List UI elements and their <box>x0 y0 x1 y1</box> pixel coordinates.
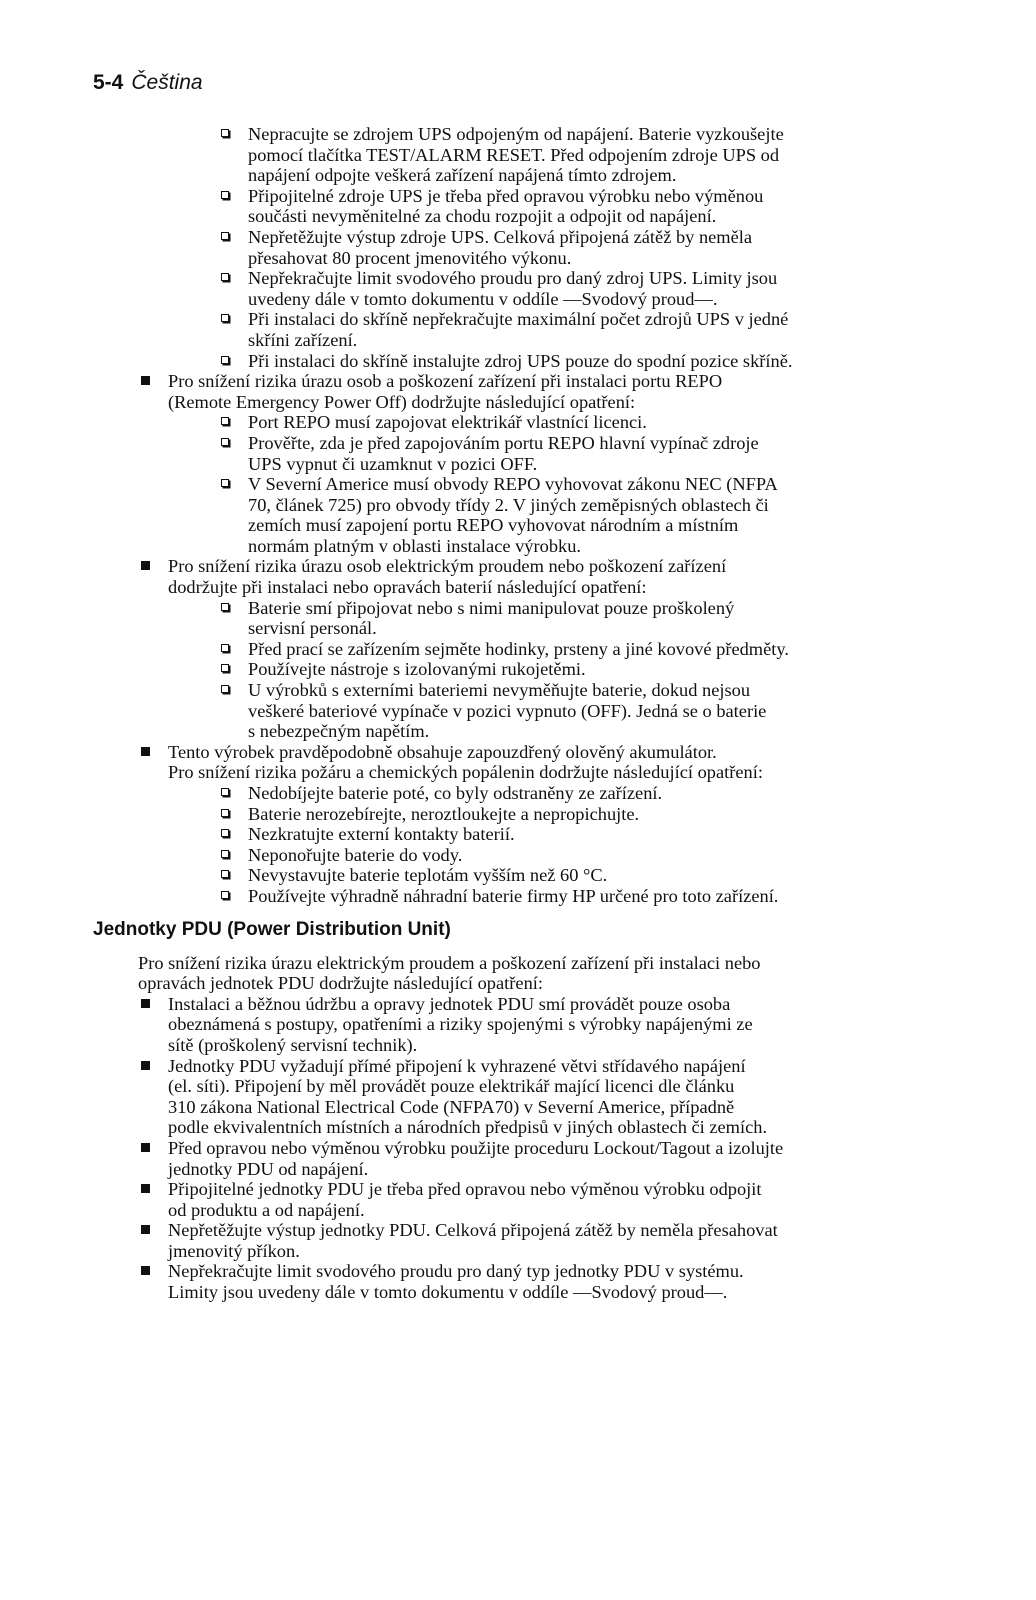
list-item-text: Port REPO musí zapojovat elektrikář vlastnící licenci. <box>248 412 647 433</box>
list-item-level-2 <box>0 351 1036 372</box>
list-item-level-1 <box>0 556 1036 597</box>
hollow-square-bullet-icon <box>221 273 229 281</box>
hollow-square-bullet-icon <box>221 438 229 446</box>
list-item-level-2 <box>0 845 1036 866</box>
list-item-level-2 <box>0 680 1036 742</box>
page-number: 5-4 <box>93 71 124 94</box>
list-item-level-2 <box>0 639 1036 660</box>
list-item-text: Baterie smí připojovat nebo s nimi manipulovat pouze proškolený servisní personál. <box>248 597 735 639</box>
list-item-text: Při instalaci do skříně instalujte zdroj UPS pouze do spodní pozice skříně. <box>248 350 793 371</box>
section-intro <box>0 953 1036 994</box>
list-item-level-2 <box>0 824 1036 845</box>
filled-square-bullet-icon <box>141 999 150 1008</box>
filled-square-bullet-icon <box>141 376 150 385</box>
list-item-continuation <box>0 762 1036 783</box>
list-item-text: Jednotky PDU vyžadují přímé připojení k vyhrazené větvi střídavého napájení (el. síti). Připojení by měl provádět pouze elektrikář mající licenci dle článku 310 zákona National Electrical Code (NFPA70) v Severní Americe, případně podle ekvivalentních místních a národních předpisů v jiných oblastech či zemích. <box>168 1055 768 1138</box>
hollow-square-bullet-icon <box>221 644 229 652</box>
list-item-text: Tento výrobek pravděpodobně obsahuje zapouzdřený olověný akumulátor. <box>168 741 717 762</box>
list-item-level-2 <box>0 865 1036 886</box>
hollow-square-bullet-icon <box>221 314 229 322</box>
list-item-text: Nedobíjejte baterie poté, co byly odstraněny ze zařízení. <box>248 783 663 803</box>
list-item-level-2 <box>0 412 1036 433</box>
hollow-square-bullet-icon <box>221 829 229 837</box>
pdu-list-item <box>0 1179 1036 1220</box>
hollow-square-bullet-icon <box>221 809 229 817</box>
list-item-level-2 <box>0 783 1036 804</box>
list-item-text: Nepřetěžujte výstup zdroje UPS. Celková připojená zátěž by neměla přesahovat 80 procent jmenovitého výkonu. <box>248 226 753 268</box>
list-item-text: U výrobků s externími bateriemi nevyměňujte baterie, dokud nejsou veškeré bateriové vypínače v pozici vypnuto (OFF). Jedná se o baterie s nebezpečným napětím. <box>248 680 767 742</box>
list-item-level-2 <box>0 804 1036 825</box>
intro-text: Pro snížení rizika úrazu elektrickým proudem a poškození zařízení při instalaci nebo opravách jednotek PDU dodržujte následující opatření: <box>138 952 761 994</box>
list-item-text: V Severní Americe musí obvody REPO vyhovovat zákonu NEC (NFPA 70, článek 725) pro obvody třídy 2. V jiných zeměpisných oblastech či zemích musí zapojení portu REPO vyhovovat národním a místním normám platným v oblasti instalace výrobku. <box>248 474 778 556</box>
pdu-list-item <box>0 1261 1036 1302</box>
hollow-square-bullet-icon <box>221 788 229 796</box>
hollow-square-bullet-icon <box>221 870 229 878</box>
list-item-text: Baterie nerozebírejte, neroztloukejte a nepropichujte. <box>248 803 640 824</box>
list-item-level-2 <box>0 433 1036 474</box>
pdu-list-item <box>0 1220 1036 1261</box>
hollow-square-bullet-icon <box>221 129 229 137</box>
list-item-level-2 <box>0 474 1036 556</box>
pdu-list-item <box>0 1056 1036 1138</box>
page-header <box>93 70 203 96</box>
filled-square-bullet-icon <box>141 1225 150 1234</box>
hollow-square-bullet-icon <box>221 664 229 672</box>
hollow-square-bullet-icon <box>221 685 229 693</box>
list-item-text: Nepřekračujte limit svodového proudu pro daný typ jednotky PDU v systému. Limity jsou uvedeny dále v tomto dokumentu v oddíle —Svodový proud—. <box>168 1261 744 1303</box>
pdu-list-item <box>0 1138 1036 1179</box>
list-item-text: Nepracujte se zdrojem UPS odpojeným od napájení. Baterie vyzkoušejte pomocí tlačítka TEST/ALARM RESET. Před odpojením zdroje UPS od napájení odpojte veškerá zařízení napájená tímto zdrojem. <box>248 124 784 186</box>
list-item-text: Před prací se zařízením sejměte hodinky, prsteny a jiné kovové předměty. <box>248 638 789 659</box>
filled-square-bullet-icon <box>141 1184 150 1193</box>
list-item-text: Neponořujte baterie do vody. <box>248 844 463 865</box>
hollow-square-bullet-icon <box>221 891 229 899</box>
list-item-text: Nepřekračujte limit svodového proudu pro daný zdroj UPS. Limity jsou uvedeny dále v tomto dokumentu v oddíle —Svodový proud—. <box>248 268 778 309</box>
filled-square-bullet-icon <box>141 1061 150 1070</box>
list-item-text: Pro snížení rizika úrazu osob elektrickým proudem nebo poškození zařízení dodržujte při instalaci nebo opravách baterií následující opatření: <box>168 556 727 598</box>
list-item-text: Nepřetěžujte výstup jednotky PDU. Celková připojená zátěž by neměla přesahovat jmenovitý příkon. <box>168 1220 778 1261</box>
list-item-text: Připojitelné jednotky PDU je třeba před opravou nebo výměnou výrobku odpojit od produktu a od napájení. <box>168 1179 762 1220</box>
hollow-square-bullet-icon <box>221 417 229 425</box>
list-item-text: Připojitelné zdroje UPS je třeba před opravou výrobku nebo výměnou součásti nevyměnitelné za chodu rozpojit a odpojit od napájení. <box>248 185 764 227</box>
pdu-list-item <box>0 994 1036 1056</box>
list-item-level-2 <box>0 598 1036 639</box>
list-item-text: Před opravou nebo výměnou výrobku použijte proceduru Lockout/Tagout a izolujte jednotky PDU od napájení. <box>168 1137 784 1179</box>
hollow-square-bullet-icon <box>221 232 229 240</box>
list-item-level-1 <box>0 371 1036 412</box>
hollow-square-bullet-icon <box>221 603 229 611</box>
list-item-text: Nevystavujte baterie teplotám vyšším než 60 °C. <box>248 865 608 886</box>
list-item-text: Používejte nástroje s izolovanými rukojetěmi. <box>248 659 586 680</box>
list-item-text: Nezkratujte externí kontakty baterií. <box>248 824 515 845</box>
safety-list <box>0 124 1036 907</box>
chapter-title: Čeština <box>131 71 203 94</box>
hollow-square-bullet-icon <box>221 850 229 858</box>
list-item-level-2 <box>0 886 1036 907</box>
list-item-text: Používejte výhradně náhradní baterie firmy HP určené pro toto zařízení. <box>248 885 779 906</box>
hollow-square-bullet-icon <box>221 479 229 487</box>
list-item-text: Při instalaci do skříně nepřekračujte maximální počet zdrojů UPS v jedné skříni zařízení. <box>248 309 789 350</box>
list-item-text: Pro snížení rizika požáru a chemických popálenin dodržujte následující opatření: <box>168 762 763 783</box>
list-item-level-2 <box>0 659 1036 680</box>
filled-square-bullet-icon <box>141 561 150 570</box>
list-item-level-1 <box>0 742 1036 763</box>
page-body <box>0 124 1036 1303</box>
hollow-square-bullet-icon <box>221 191 229 199</box>
filled-square-bullet-icon <box>141 1266 150 1275</box>
filled-square-bullet-icon <box>141 1143 150 1152</box>
list-item-text: Instalaci a běžnou údržbu a opravy jednotek PDU smí provádět pouze osoba obeznámená s postupy, opatřeními a riziky spojenými s výrobky napájenými ze sítě (proškolený servisní technik). <box>168 993 753 1055</box>
list-item-level-2 <box>0 268 1036 309</box>
hollow-square-bullet-icon <box>221 356 229 364</box>
list-item-text: Prověřte, zda je před zapojováním portu REPO hlavní vypínač zdroje UPS vypnut či uzamknut v pozici OFF. <box>248 432 759 474</box>
list-item-text: Pro snížení rizika úrazu osob a poškození zařízení při instalaci portu REPO (Remote Emergency Power Off) dodržujte následující opatření: <box>168 371 723 412</box>
list-item-level-2 <box>0 124 1036 186</box>
pdu-list <box>0 994 1036 1303</box>
filled-square-bullet-icon <box>141 747 150 756</box>
list-item-level-2 <box>0 186 1036 227</box>
list-item-level-2 <box>0 309 1036 350</box>
section-heading: Jednotky PDU (Power Distribution Unit) <box>93 918 451 940</box>
list-item-level-2 <box>0 227 1036 268</box>
